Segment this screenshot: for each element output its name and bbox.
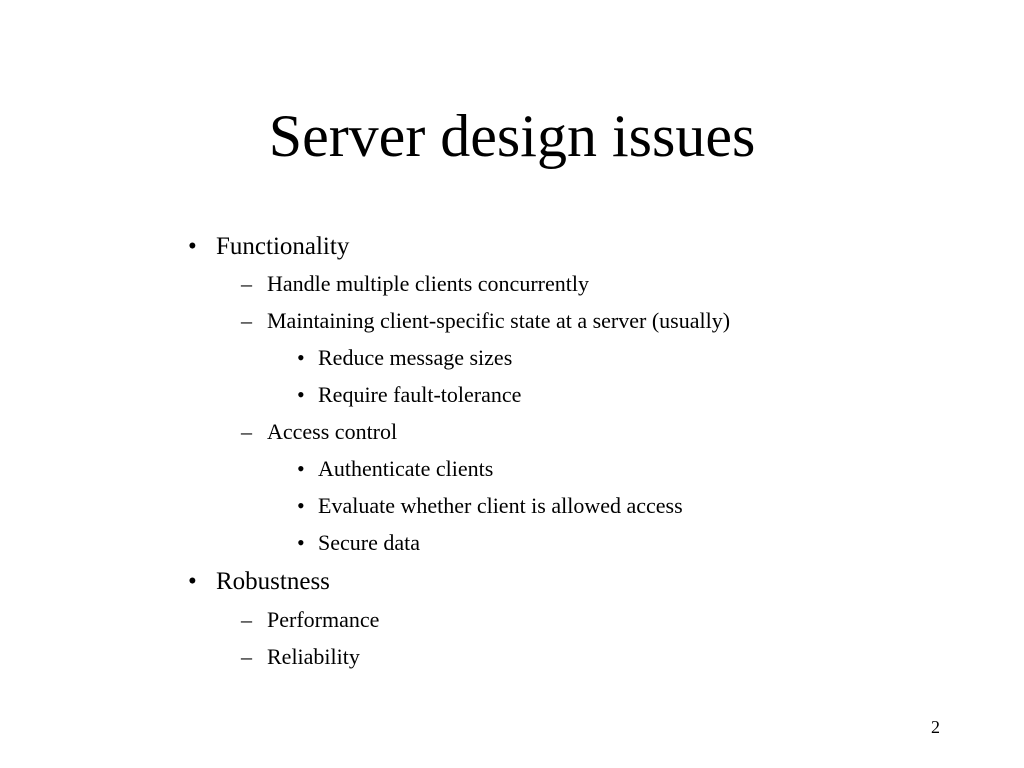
- sub-sub-item-evaluate-access: [297, 493, 683, 519]
- sub-item-text: Maintaining client-specific state at a server (usually): [267, 308, 731, 333]
- dash-marker: –: [241, 644, 252, 669]
- dash-marker: –: [241, 607, 252, 632]
- bullet-item-functionality: [188, 232, 349, 262]
- sub-sub-item-reduce-message-sizes: [297, 345, 512, 371]
- sub-item-performance: [241, 607, 379, 633]
- sub-sub-item-authenticate-clients: [297, 456, 493, 482]
- sub-sub-item-secure-data: [297, 530, 420, 556]
- bullet-marker: •: [297, 456, 305, 481]
- bullet-marker: •: [188, 568, 197, 595]
- bullet-marker: •: [297, 493, 305, 518]
- page-number: 2: [931, 717, 940, 737]
- sub-sub-item-text: Require fault-tolerance: [318, 382, 522, 407]
- dash-marker: –: [241, 308, 252, 333]
- sub-item-text: Access control: [267, 419, 398, 444]
- bullet-marker: •: [297, 530, 305, 555]
- bullet-marker: •: [297, 382, 305, 407]
- sub-item-text: Performance: [267, 607, 380, 632]
- bullet-marker: •: [297, 345, 305, 370]
- sub-sub-item-text: Authenticate clients: [318, 456, 494, 481]
- bullet-text: Functionality: [216, 233, 350, 260]
- dash-marker: –: [241, 271, 252, 296]
- dash-marker: –: [241, 419, 252, 444]
- sub-item-handle-multiple-clients: [241, 271, 589, 297]
- sub-item-reliability: [241, 644, 360, 670]
- sub-sub-item-text: Reduce message sizes: [318, 345, 513, 370]
- sub-item-text: Reliability: [267, 644, 360, 669]
- bullet-marker: •: [188, 233, 197, 260]
- sub-item-text: Handle multiple clients concurrently: [267, 271, 589, 296]
- sub-item-maintaining-state: [241, 308, 730, 334]
- slide-title: Server design issues: [268, 103, 756, 169]
- sub-item-access-control: [241, 419, 397, 445]
- sub-sub-item-text: Secure data: [318, 530, 420, 555]
- bullet-text: Robustness: [216, 568, 330, 595]
- bullet-item-robustness: [188, 567, 330, 597]
- sub-sub-item-fault-tolerance: [297, 382, 521, 408]
- sub-sub-item-text: Evaluate whether client is allowed access: [318, 493, 683, 518]
